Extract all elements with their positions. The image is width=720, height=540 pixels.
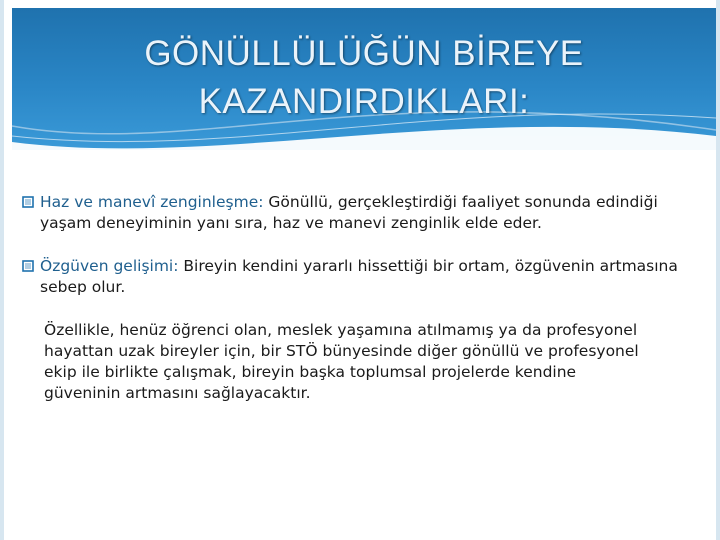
bullet-term: Haz ve manevî zenginleşme: [40,193,264,211]
bullet-item [22,256,702,298]
bullet-item [22,192,702,234]
title-line-1: GÖNÜLLÜLÜĞÜN BİREYE [144,34,584,73]
hollow-square-bullet-icon [22,196,34,208]
hollow-square-bullet-icon [22,260,34,272]
bullet-text: Gönüllü, gerçekleştirdiği faaliyet sonunda edindiği yaşam deneyiminin yanı sıra, haz ve manevi zenginlik elde eder. [40,193,658,232]
page-title [12,30,716,126]
bullet-term: Özgüven gelişimi: [40,257,179,275]
body-paragraph: Özellikle, henüz öğrenci olan, meslek yaşamına atılmamış ya da profesyonel hayattan uzak bireyler için, bir STÖ bünyesinde diğer gönüllü ve profesyonel ekip ile birlikte çalışmak, bireyin başka toplumsal projelerde kendine güveninin artmasını sağlayacaktır. [44,321,639,402]
title-line-2: KAZANDIRDIKLARI: [198,82,530,121]
slide-content [22,192,702,404]
bullet-text: Bireyin kendini yararlı hissettiği bir ortam, özgüvenin artmasına sebep olur. [40,257,678,296]
title-banner [12,8,716,150]
